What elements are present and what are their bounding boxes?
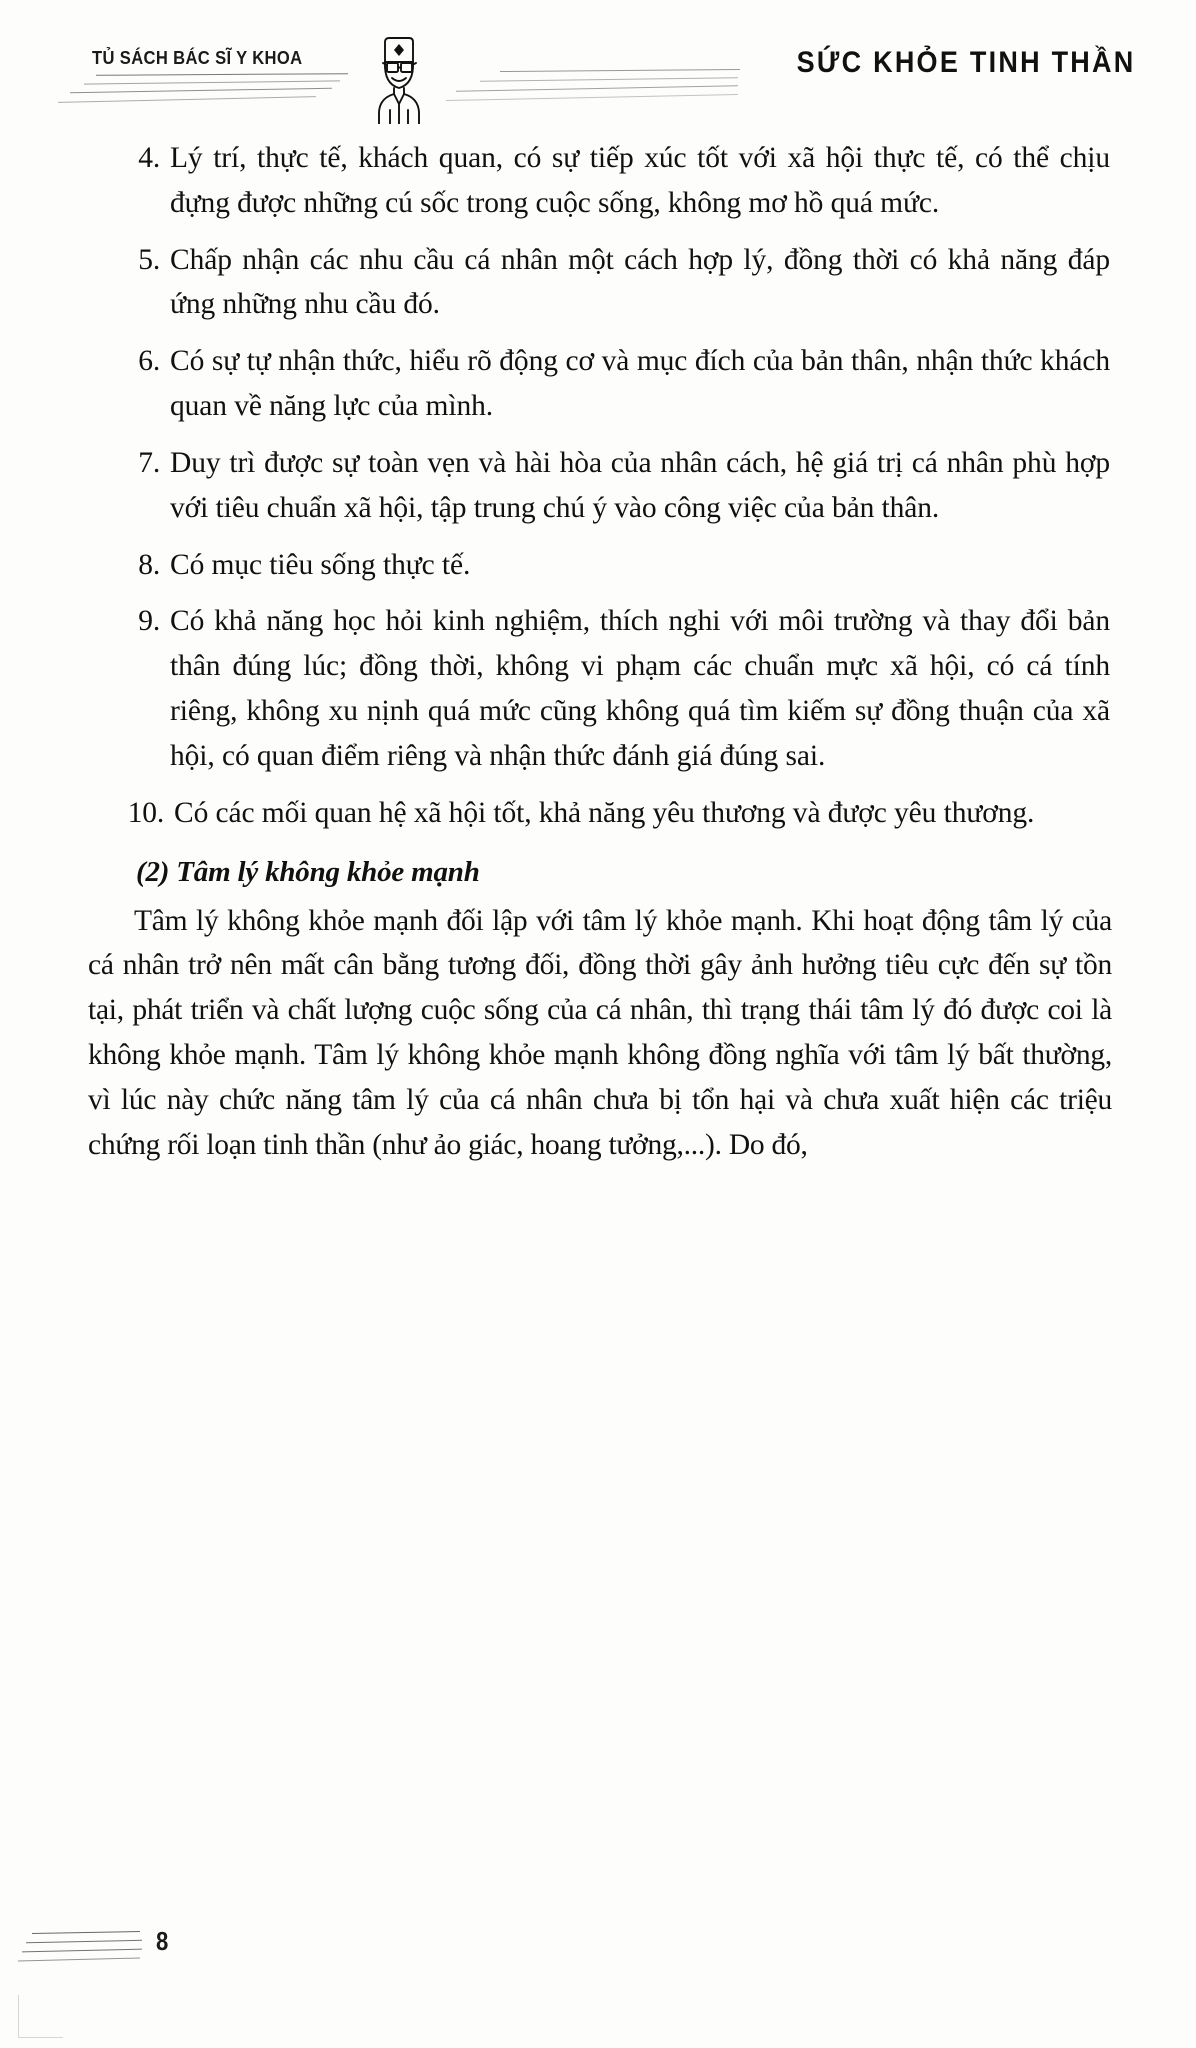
list-item (108, 136, 1110, 226)
list-item (108, 543, 1110, 588)
list-item-text: Duy trì được sự toàn vẹn và hài hòa của nhân cách, hệ giá trị cá nhân phù hợp với tiêu chuẩn xã hội, tập trung chú ý vào công việc của bản thân. (170, 446, 1110, 524)
list-item (108, 791, 1110, 836)
running-header (60, 26, 1136, 116)
header-left-rule-lines (92, 74, 352, 100)
list-item-number: 10. (127, 796, 164, 829)
list-item-number: 7. (138, 446, 160, 479)
page-number: 8 (156, 1926, 169, 1956)
list-item (108, 441, 1110, 531)
list-item-text: Có khả năng học hỏi kinh nghiệm, thích nghi với môi trường và thay đổi bản thân đúng lúc; đồng thời, không vi phạm các chuẩn mực xã hội, có cá tính riêng, không xu nịnh quá mức cũng không quá tìm kiếm sự đồng thuận của xã hội, có quan điểm riêng và nhận thức đánh giá đúng sai. (170, 605, 1110, 772)
list-item-number: 8. (138, 548, 160, 581)
header-series-label: TỦ SÁCH BÁC SĨ Y KHOA (92, 48, 303, 68)
list-item-text: Có các mối quan hệ xã hội tốt, khả năng yêu thương và được yêu thương. (174, 796, 1035, 829)
section-paragraph: Tâm lý không khỏe mạnh đối lập với tâm lý khỏe mạnh. Khi hoạt động tâm lý của cá nhân trở nên mất cân bằng tương đối, đồng thời gây ảnh hưởng tiêu cực đến sự tồn tại, phát triển và chất lượng cuộc sống của cá nhân, thì trạng thái tâm lý đó được coi là không khỏe mạnh. Tâm lý không khỏe mạnh không đồng nghĩa với tâm lý bất thường, vì lúc này chức năng tâm lý của cá nhân chưa bị tổn hại và chưa xuất hiện các triệu chứng rối loạn tinh thần (như ảo giác, hoang tưởng,...). Do đó, (88, 904, 1112, 1161)
list-item (108, 599, 1110, 778)
list-item-number: 5. (138, 243, 160, 276)
list-item-number: 4. (138, 142, 160, 174)
page-content (88, 136, 1112, 1168)
numbered-list (108, 136, 1110, 836)
header-title-group (759, 46, 1136, 80)
list-item-number: 6. (138, 345, 160, 378)
doctor-illustration-icon (360, 32, 438, 124)
section-heading: (2) Tâm lý không khỏe mạnh (136, 855, 480, 888)
header-middle-rule-lines (440, 70, 760, 98)
page-footer (22, 1926, 282, 1986)
list-item-text: Lý trí, thực tế, khách quan, có sự tiếp xúc tốt với xã hội thực tế, có thể chịu đựng được những cú sốc trong cuộc sống, không mơ hồ quá mức. (170, 142, 1110, 219)
header-series-label-group (92, 48, 352, 100)
list-item-text: Chấp nhận các nhu cầu cá nhân một cách hợp lý, đồng thời có khả năng đáp ứng những nhu cầu đó. (170, 243, 1110, 321)
list-item (108, 339, 1110, 429)
list-item (108, 238, 1110, 328)
list-item-number: 9. (138, 605, 160, 638)
page-corner-mark (18, 1995, 63, 2038)
list-item-text: Có mục tiêu sống thực tế. (170, 548, 471, 581)
header-book-title: SỨC KHỎE TINH THẦN (797, 46, 1136, 79)
list-item-text: Có sự tự nhận thức, hiểu rõ động cơ và mục đích của bản thân, nhận thức khách quan về năng lực của mình. (170, 345, 1110, 423)
